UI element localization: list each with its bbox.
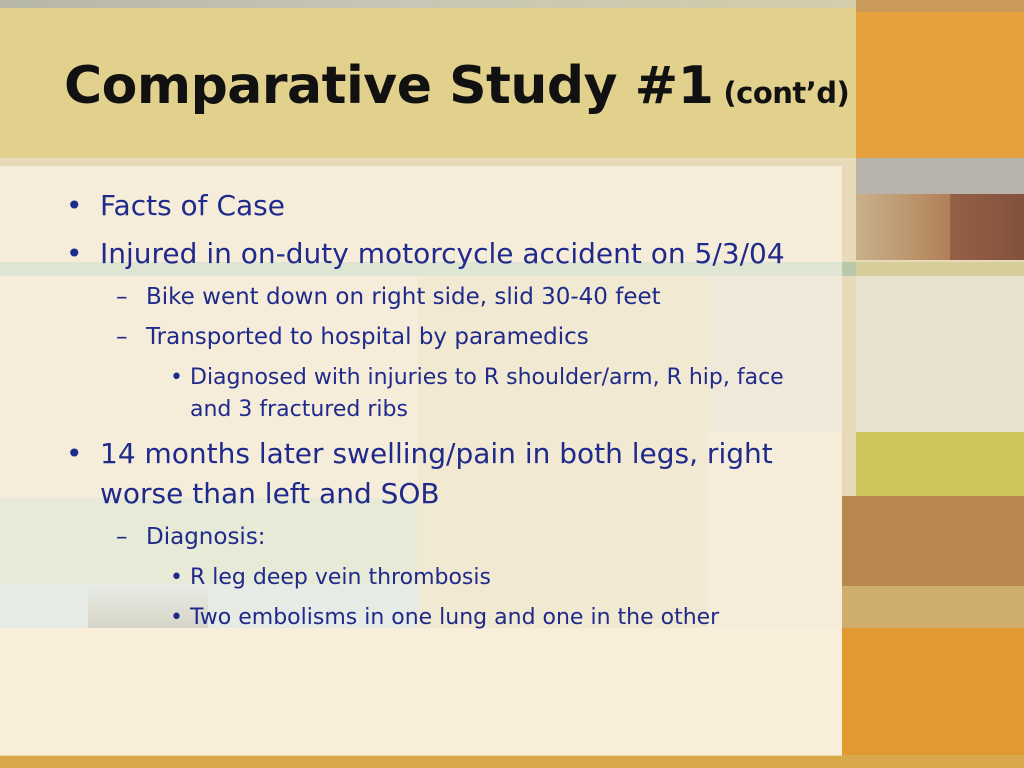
light-block bbox=[856, 276, 1024, 432]
orange-block-bottom bbox=[842, 628, 1024, 768]
orange-block-top bbox=[856, 0, 1024, 12]
bullet-text: Bike went down on right side, slid 30-40 feet bbox=[146, 284, 661, 310]
bullet-level-3 bbox=[60, 362, 820, 426]
gray-block bbox=[856, 158, 1024, 194]
bullet-marker: • bbox=[170, 605, 183, 630]
bullet-text: Two embolisms in one lung and one in the other bbox=[190, 605, 720, 630]
bullet-text: Injured in on-duty motorcycle accident on 5/3/04 bbox=[100, 237, 785, 270]
bullet-level-2 bbox=[60, 282, 820, 312]
green-stripe-right bbox=[856, 262, 1024, 276]
bullet-level-3 bbox=[60, 602, 820, 634]
bullet-marker: • bbox=[66, 437, 83, 470]
bullet-text: R leg deep vein thrombosis bbox=[190, 565, 491, 590]
bullet-marker: – bbox=[116, 524, 128, 550]
bullet-marker: • bbox=[66, 237, 83, 270]
bullet-text: 14 months later swelling/pain in both legs, right worse than left and SOB bbox=[100, 437, 773, 510]
bullet-level-3 bbox=[60, 562, 820, 594]
bullet-text: Diagnosed with injuries to R shoulder/arm, R hip, face and 3 fractured ribs bbox=[190, 365, 784, 422]
bullet-text: Diagnosis: bbox=[146, 524, 266, 550]
bottom-bar bbox=[0, 755, 1024, 768]
bullet-marker: • bbox=[170, 565, 183, 590]
slide-title-main: Comparative Study #1 bbox=[64, 56, 714, 116]
slide-title bbox=[64, 56, 849, 116]
tan-block bbox=[842, 586, 1024, 628]
bullet-list bbox=[60, 186, 820, 642]
bullet-marker: • bbox=[170, 365, 183, 390]
bullet-level-1 bbox=[60, 434, 820, 514]
bullet-marker: – bbox=[116, 324, 128, 350]
bullet-level-2 bbox=[60, 322, 820, 352]
orange-block bbox=[856, 0, 1024, 158]
slide-title-suffix: (cont’d) bbox=[723, 76, 850, 110]
bullet-marker: • bbox=[66, 189, 83, 222]
decorative-photo-shade bbox=[950, 194, 1024, 260]
bullet-marker: – bbox=[116, 284, 128, 310]
bullet-level-1 bbox=[60, 186, 820, 226]
bullet-level-2 bbox=[60, 522, 820, 552]
bullet-text: Facts of Case bbox=[100, 189, 285, 222]
bullet-level-1 bbox=[60, 234, 820, 274]
lime-block bbox=[856, 432, 1024, 496]
brown-block bbox=[842, 496, 1024, 586]
bullet-text: Transported to hospital by paramedics bbox=[146, 324, 589, 350]
